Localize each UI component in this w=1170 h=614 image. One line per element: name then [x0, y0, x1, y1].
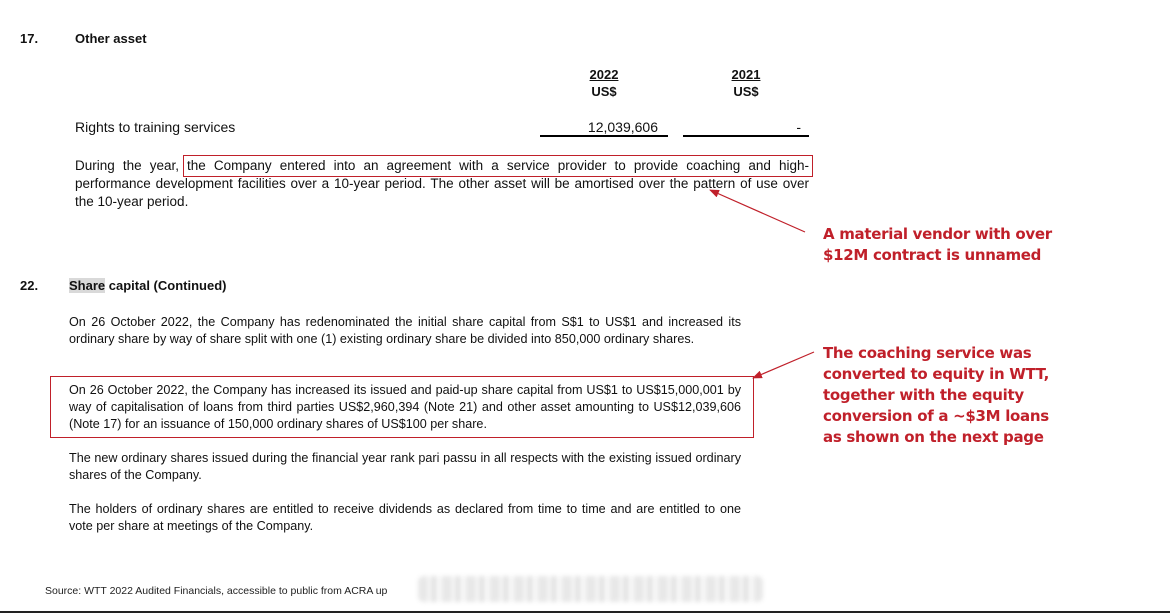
annotation-line: converted to equity in WTT,	[823, 365, 1049, 383]
note-22-number: 22.	[20, 278, 39, 293]
row-value-2021: -	[796, 119, 801, 135]
note-22-title-rest: capital (Continued)	[105, 278, 227, 293]
arrow-to-capitalisation-box	[753, 352, 814, 378]
annotation-line: together with the equity	[823, 386, 1024, 404]
annotation-line: conversion of a ~$3M loans	[823, 407, 1049, 425]
arrow-to-agreement-box	[710, 190, 805, 232]
bottom-rule	[0, 611, 1170, 613]
annotation-line: The coaching service was	[823, 344, 1032, 362]
row-label-rights-to-training: Rights to training services	[75, 119, 236, 135]
column-year-2021: 2021	[731, 67, 761, 82]
note-17-number: 17.	[20, 31, 39, 46]
column-currency-2022: US$	[591, 84, 617, 99]
annotation-line: A material vendor with over	[823, 225, 1052, 243]
note-22-paragraph-2: On 26 October 2022, the Company has increased its issued and paid-up share capital from US$1 to US$15,000,001 by way of capitalisation of loans from third parties US$2,960,394 (Note 21) and other asset amounting to US$12,039,606 (Note 17) for an issuance of 150,000 ordinary shares of US$100 per share.	[69, 383, 741, 431]
annotation-line: $12M contract is unnamed	[823, 246, 1042, 264]
note-17-title: Other asset	[75, 31, 147, 46]
watermark-overlay	[418, 576, 763, 602]
note-17-paragraph: During the year, the Company entered into an agreement with a service provider to provide coaching and high-performance development facilities over a 10-year period. The other asset will be amortised over the pattern of use over the 10-year period.	[75, 158, 809, 209]
note-22-paragraph-4: The holders of ordinary shares are entitled to receive dividends as declared from time to time and are entitled to one vote per share at meetings of the Company.	[69, 502, 741, 533]
column-currency-2021: US$	[733, 84, 759, 99]
search-highlight-share: Share	[69, 278, 106, 293]
source-footnote: Source: WTT 2022 Audited Financials, accessible to public from ACRA up	[45, 585, 388, 597]
note-22-paragraph-1: On 26 October 2022, the Company has redenominated the initial share capital from S$1 to US$1 and increased its ordinary share by way of share split with one (1) existing ordinary share be divided into 850,000 ordinary shares.	[69, 315, 741, 346]
row-value-2022: 12,039,606	[587, 119, 658, 135]
annotation-line: as shown on the next page	[823, 428, 1044, 446]
note-22-paragraph-3: The new ordinary shares issued during the financial year rank pari passu in all respects with the existing issued ordinary shares of the Company.	[69, 451, 741, 482]
column-year-2022: 2022	[589, 67, 619, 82]
